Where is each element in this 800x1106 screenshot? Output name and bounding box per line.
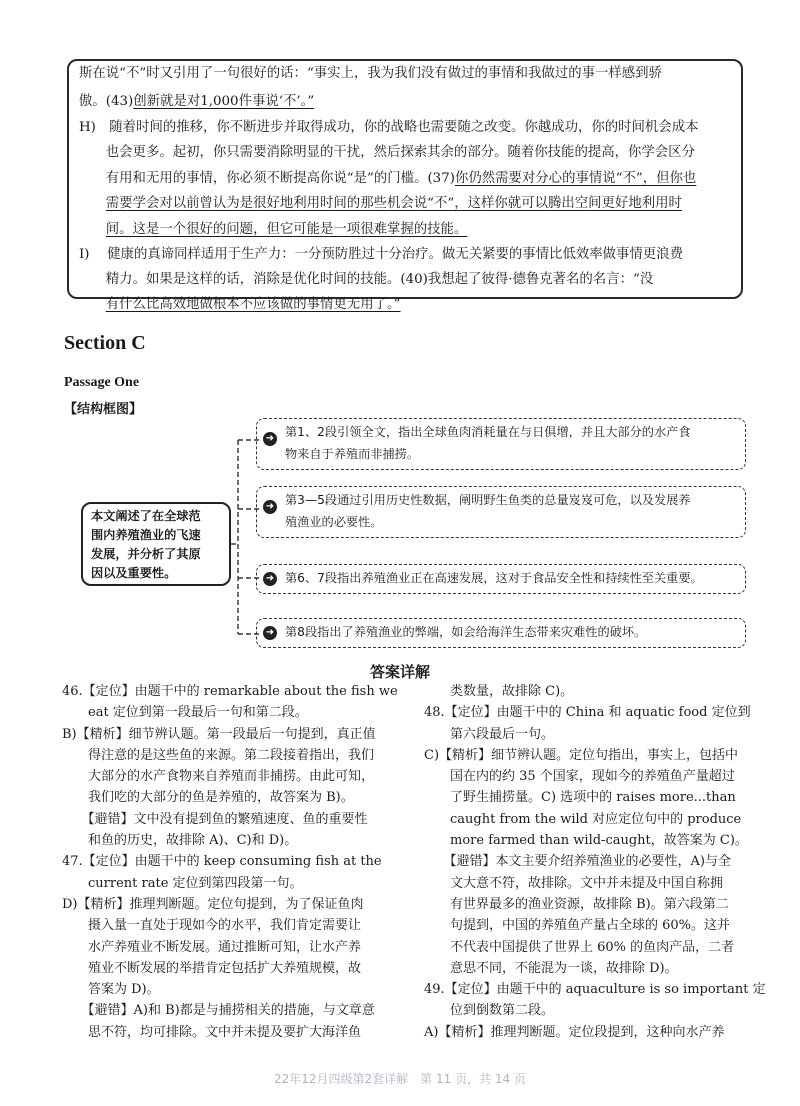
- answer-line: 得注意的是这些鱼的来源。第二段接着指出，我们: [62, 747, 375, 763]
- answer-line: 类数量，故排除 C)。: [424, 684, 574, 699]
- answer-line: 46.【定位】由题干中的 remarkable about the fish we: [62, 684, 398, 699]
- answer-line: 和鱼的历史，故排除 A)、C)和 D)。: [62, 833, 298, 849]
- answer-line: 【避错】A)和 B)都是与捕捞相关的措施，与文章意: [62, 1003, 375, 1019]
- excerpt-text: 傲。(43): [79, 94, 134, 109]
- answer-line: 位到倒数第二段。: [424, 1003, 555, 1019]
- answer-line: caught from the wild 对应定位句中的 produce: [424, 811, 742, 827]
- excerpt-text: H) 随着时间的推移，你不断进步并取得成功，你的战略也需要随之改变。你越成功，你的时间机会成本: [79, 120, 699, 135]
- answer-line: 有世界最多的渔业资源，故排除 B)。第六段第二: [424, 896, 729, 912]
- answer-line: 摄入量一直处于现如今的水平，我们肯定需要让: [62, 918, 362, 934]
- answer-line: 了野生捕捞量。C) 选项中的 raises more...than: [424, 790, 736, 806]
- answer-line: 【避错】本文主要介绍养殖渔业的必要性，A)与全: [424, 854, 731, 870]
- answer-line: eat 定位到第一段最后一句和第二段。: [62, 705, 308, 721]
- answer-line: 【避错】文中没有提到鱼的繁殖速度、鱼的重要性: [62, 811, 368, 827]
- summary-line: 发展，并分析了其原: [91, 547, 201, 561]
- answer-line: 答案为 D)。: [62, 982, 160, 998]
- excerpt-text: 有用和无用的事情，你必须不断提高你说“是”的门槛。(37): [79, 171, 455, 186]
- arrow-right-icon: ➜: [263, 500, 277, 514]
- branch-text: 第6、7段指出养殖渔业正在高速发展，这对于食品安全性和持续性至关重要。: [285, 571, 703, 585]
- summary-line: 因以及重要性。: [91, 566, 177, 580]
- answer-line: 国在内的约 35 个国家，现如今的养殖鱼产量超过: [424, 769, 735, 785]
- branch-text: 殖渔业的必要性。: [285, 515, 383, 529]
- answer-line: 49.【定位】由题干中的 aquaculture is so important 定: [424, 982, 766, 998]
- excerpt-underlined-text: 需要学会对以前曾认为是很好地利用时间的那些机会说“不”，这样你就可以腾出空间更好地利用时: [105, 196, 682, 211]
- excerpt-underlined-text: 你仍然需要对分心的事情说“不”，但你也: [454, 171, 697, 186]
- answer-title: 答案详解: [369, 663, 430, 681]
- summary-line: 本文阐述了在全球范: [91, 509, 201, 523]
- answer-line: 47.【定位】由题干中的 keep consuming fish at the: [62, 854, 382, 870]
- branch-box-2: [256, 486, 746, 538]
- arrow-right-icon: ➜: [263, 572, 277, 586]
- answer-line: current rate 定位到第四段第一句。: [62, 875, 303, 891]
- branch-text: 第3—5段通过引用历史性数据，阐明野生鱼类的总量岌岌可危，以及发展养: [285, 493, 691, 507]
- answer-line: C)【精析】细节辨认题。定位句指出，事实上，包括中: [424, 747, 739, 763]
- branch-text: 第8段指出了养殖渔业的弊端，如会给海洋生态带来灾难性的破坏。: [285, 625, 647, 639]
- answer-line: more farmed than wild-caught，故答案为 C)。: [424, 833, 748, 849]
- answer-line: 句提到，中国的养殖鱼产量占全球的 60%。这并: [424, 918, 731, 934]
- answer-line: 大部分的水产食物来自养殖而非捕捞。由此可知，: [62, 769, 375, 785]
- answer-line: 水产养殖业不断发展。通过推断可知，让水产养: [62, 939, 362, 955]
- answer-line: 48.【定位】由题干中的 China 和 aquatic food 定位到: [424, 705, 751, 721]
- excerpt-underlined-text: 创新就是对1,000件事说‘不’。”: [133, 94, 315, 109]
- answer-line: 殖业不断发展的举措肯定包括扩大养殖规模，故: [62, 960, 362, 976]
- answer-right-column: [424, 681, 774, 1043]
- answer-line: 思不符，均可排除。文中并未提及要扩大海洋鱼: [62, 1024, 362, 1040]
- branch-text: 物来自于养殖而非捕捞。: [285, 447, 420, 461]
- structure-frame-label: 【结构框图】: [64, 402, 143, 417]
- passage-heading: Passage One: [64, 375, 140, 390]
- answer-line: A)【精析】推理判断题。定位段提到，这种向水产养: [424, 1024, 725, 1040]
- answer-line: 意思不同，不能混为一谈，故排除 D)。: [424, 960, 678, 976]
- excerpt-text: I) 健康的真谛同样适用于生产力：一分预防胜过十分治疗。做无关紧要的事情比低效率做事情更浪费: [79, 247, 683, 262]
- summary-line: 围内养殖渔业的飞速: [91, 528, 201, 542]
- excerpt-text: 精力。如果是这样的话，消除是优化时间的技能。(40)我想起了彼得·德鲁克著名的名言：“没: [79, 272, 654, 287]
- answer-line: B)【精析】细节辨认题。第一段最后一句提到，真正值: [62, 726, 376, 742]
- branch-text: 第1、2段引领全文，指出全球鱼肉消耗量在与日俱增，并且大部分的水产食: [285, 425, 691, 439]
- answer-line: D)【精析】推理判断题。定位句提到，为了保证鱼肉: [62, 896, 364, 912]
- excerpt-underlined-text: 间。这是一个很好的问题，但它可能是一项很难掌握的技能。: [105, 222, 468, 237]
- answer-line: 我们吃的大部分的鱼是养殖的，故答案为 B)。: [62, 790, 354, 806]
- page-footer: 22年12月四级第2套详解 第 11 页，共 14 页: [274, 1072, 526, 1086]
- branch-box-1: [256, 418, 746, 470]
- arrow-right-icon: ➜: [263, 626, 277, 640]
- answer-left-column: [62, 681, 407, 1043]
- answer-line: 不代表中国提供了世界上 60% 的鱼肉产品，二者: [424, 939, 735, 955]
- answer-line: 第六段最后一句。: [424, 726, 555, 742]
- section-heading: Section C: [64, 332, 146, 354]
- branch-box-3: [256, 564, 746, 594]
- summary-box: [81, 502, 231, 586]
- answer-line: 文大意不符，故排除。文中并未提及中国自称拥: [424, 875, 724, 891]
- arrow-right-icon: ➜: [263, 432, 277, 446]
- excerpt-underlined-text: 有什么比高效地做根本不应该做的事情更无用了。”: [105, 297, 401, 312]
- branch-box-4: [256, 618, 746, 648]
- excerpt-text: 也会更多。起初，你只需要消除明显的干扰，然后探索其余的部分。随着你技能的提高，你学会区分: [79, 145, 695, 160]
- excerpt-text: 斯在说“不”时又引用了一句很好的话：“事实上，我为我们没有做过的事情和我做过的事一样感到骄: [79, 66, 662, 81]
